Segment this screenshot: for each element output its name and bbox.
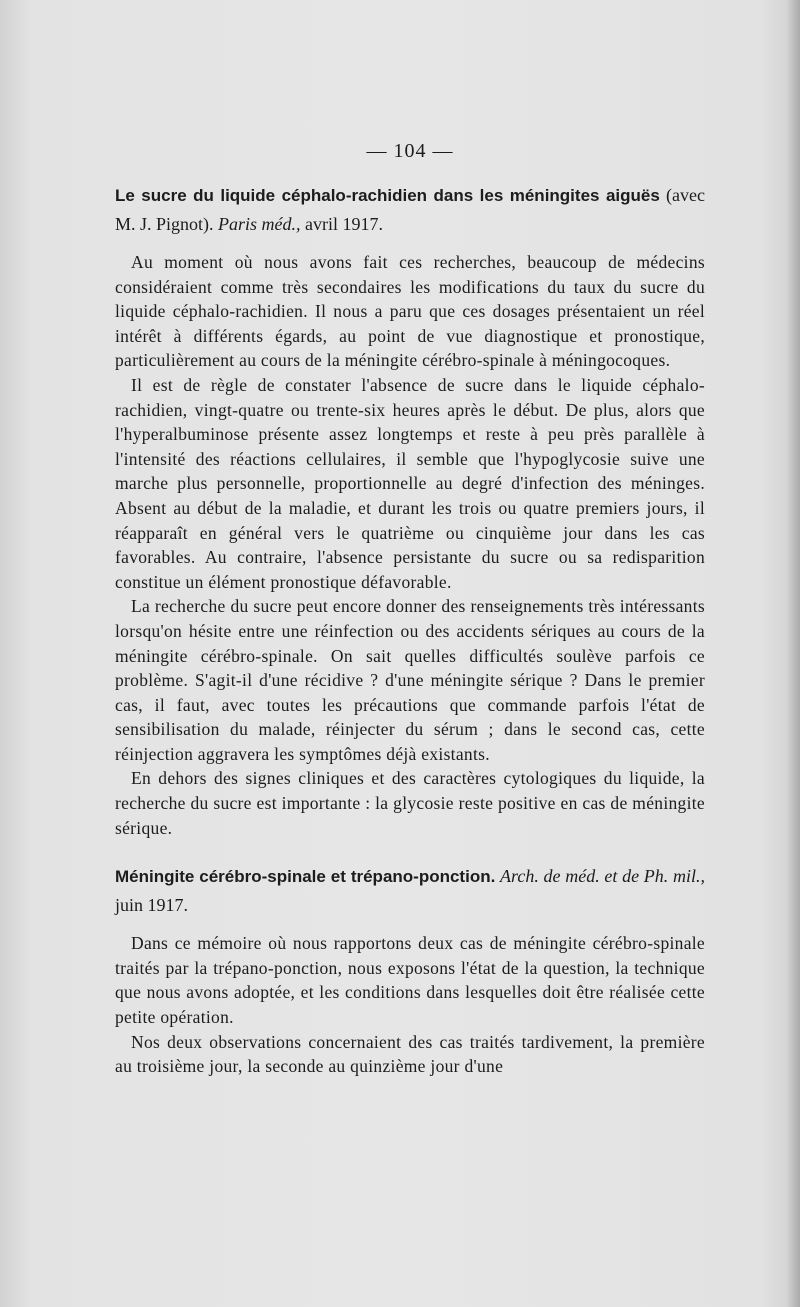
paragraph: Nos deux observations concernaient des cas traités tardivement, la première au troisième jour, la seconde au quinzième jour d'une <box>115 1031 705 1077</box>
section-title-bold: Le sucre du liquide céphalo-rachidien dans les méningites aiguës <box>115 186 660 205</box>
section-title <box>115 862 705 919</box>
section-title-date: juin 1917. <box>115 895 189 916</box>
page-number: — 104 — <box>366 140 454 162</box>
section-title-journal: Paris méd., <box>218 214 301 234</box>
paragraph: Il est de règle de constater l'absence de sucre dans le liquide céphalo-rachidien, vingt-quatre ou trente-six heures après le début. De plus, alors que l'hyperalbuminose présente assez longtemps et reste à peu près parallèle à l'intensité des réactions cellulaires, il semble que l'hypoglycosie suive une marche plus personnelle, proportionnelle au degré d'infection des méninges. Absent au début de la maladie, et durant les trois ou quatre premiers jours, il réapparaît en général vers le quatrième ou cinquième jour dans les cas favorables. Au contraire, l'absence persistante du sucre ou sa redisparition constitue un élément pronostique défavorable. <box>115 374 705 592</box>
paragraph: La recherche du sucre peut encore donner des renseignements très intéressants lorsqu'on hésite entre une réinfection ou des accidents sériques au cours de la méningite cérébro-spinale. On sait quelles difficultés soulève parfois ce problème. S'agit-il d'une récidive ? d'une méningite sérique ? Dans le premier cas, il faut, avec toutes les précautions que commande parfois l'état de sensibilisation du malade, réinjecter du sérum ; dans le second cas, cette réinjection aggravera les symptômes déjà existants. <box>115 596 705 764</box>
paragraph: Au moment où nous avons fait ces recherches, beaucoup de médecins considéraient comme très secondaires les modifications du taux du sucre du liquide céphalo-rachidien. Il nous a paru que ces dosages présentaient un réel intérêt à différents égards, au point de vue diagnostique et pronostique, particulièrement au cours de la méningite cérébro-spinale à méningocoques. <box>115 252 705 371</box>
page-content <box>115 140 705 1079</box>
section-title-date: avril 1917. <box>300 214 384 234</box>
section-title <box>115 181 705 238</box>
section-title-journal: Arch. de méd. et de Ph. mil., <box>500 866 705 887</box>
section-title-bold: Méningite cérébro-spinale et trépano-ponction. <box>115 867 496 887</box>
page-edge-shadow <box>786 0 800 1307</box>
section-meningite-trepano <box>115 862 705 1079</box>
paragraph: En dehors des signes cliniques et des caractères cytologiques du liquide, la recherche du sucre est importante : la glycosie reste positive en cas de méningite sérique. <box>115 768 705 838</box>
section-sucre-liquide <box>115 181 705 840</box>
section-title-authors: (avec M. J. Pignot). <box>115 185 705 234</box>
paragraph: Dans ce mémoire où nous rapportons deux cas de méningite cérébro-spinale traités par la trépano-ponction, nous exposons l'état de la question, la technique que nous avons adoptée, et les conditions dans lesquelles doit être réalisée cette petite opération. <box>115 933 705 1028</box>
